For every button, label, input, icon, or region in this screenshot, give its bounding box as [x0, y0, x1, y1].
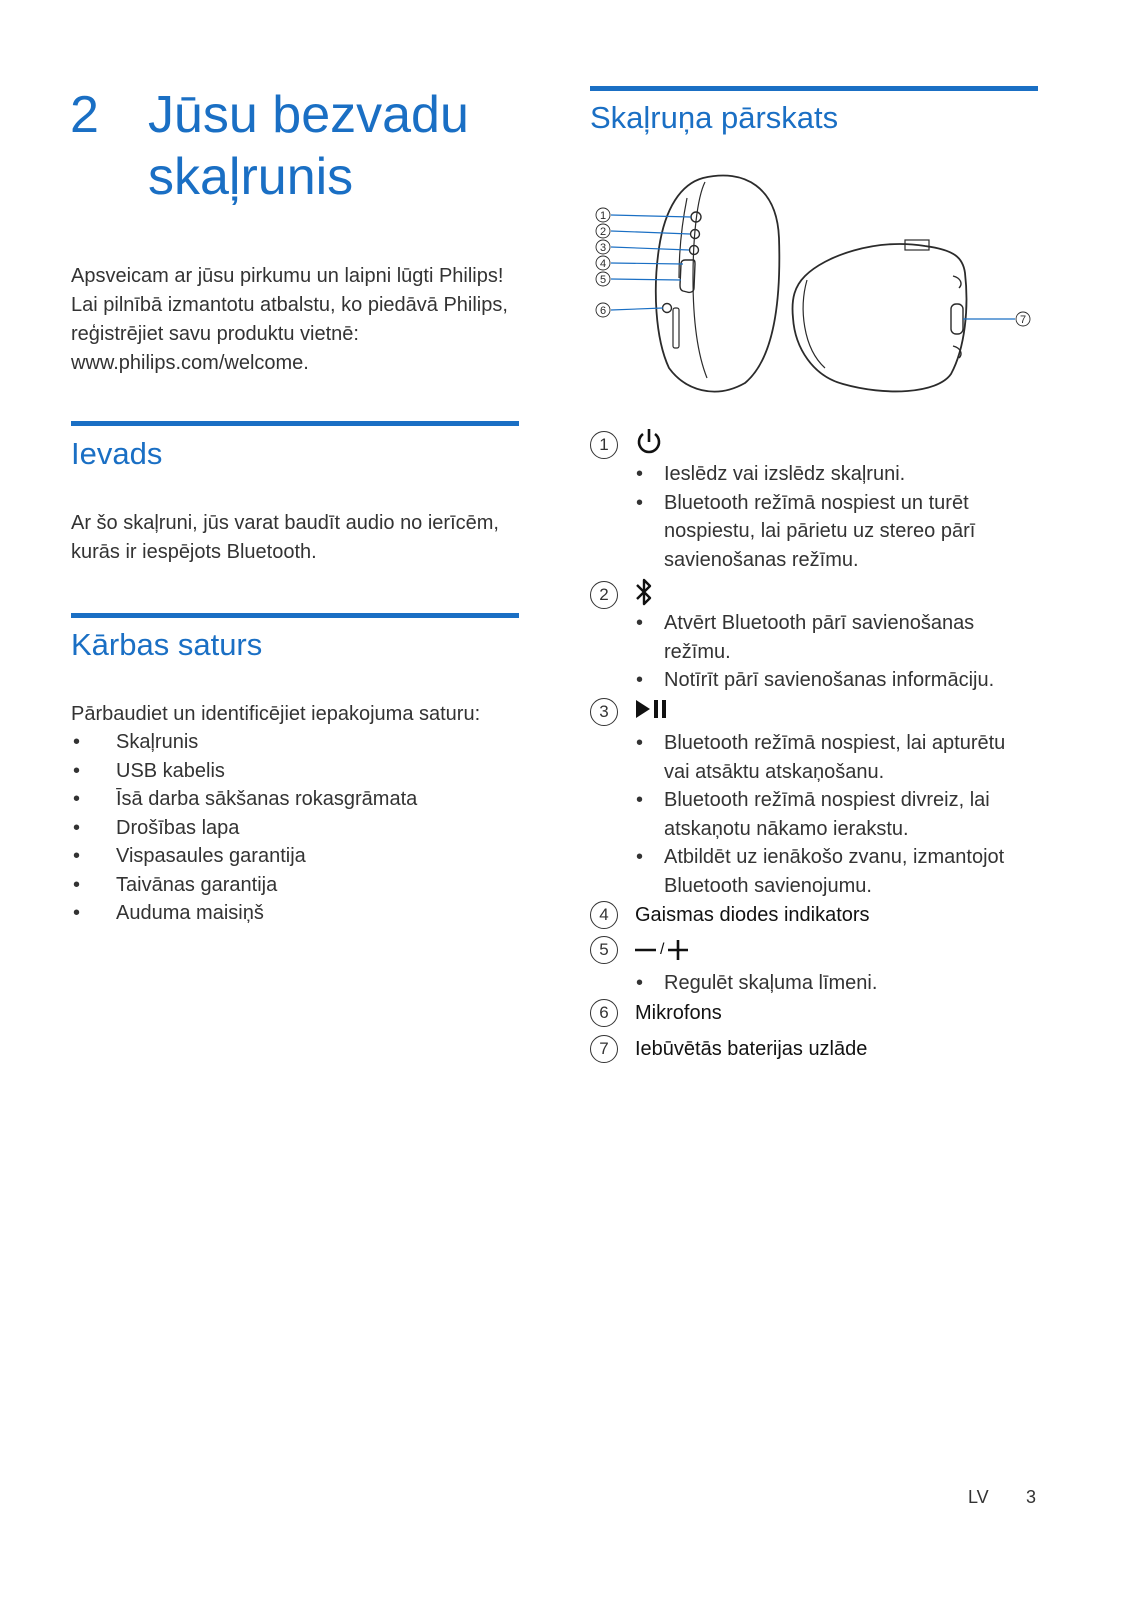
section-rule — [71, 421, 519, 426]
item-number: 3 — [590, 698, 618, 726]
chapter-number: 2 — [70, 86, 99, 144]
callout-label: 1 — [599, 210, 607, 222]
overview-item-1 — [590, 427, 664, 462]
speaker-illustration — [585, 168, 1045, 403]
contents-lead: Pārbaudiet un identificējiet iepakojuma saturu: — [71, 703, 481, 725]
callout-label: 2 — [599, 226, 607, 238]
minus-icon — [634, 938, 658, 962]
chapter-title — [148, 84, 548, 208]
section-rule — [71, 613, 519, 618]
list-item: • Atbildēt uz ienākošo zvanu, izmantojot Bluetooth savienojumu. — [636, 846, 1005, 897]
list-item: • Skaļrunis — [73, 731, 199, 753]
item-number: 6 — [590, 999, 618, 1027]
callout-label: 3 — [599, 242, 607, 254]
plus-icon — [666, 938, 690, 962]
overview-item-2 — [590, 577, 654, 612]
item-number: 1 — [590, 431, 618, 459]
section-heading-overview: Skaļruņa pārskats — [590, 100, 839, 135]
item-3-bullets — [636, 729, 1036, 900]
callout-label: 7 — [1019, 314, 1027, 326]
list-item: • Bluetooth režīmā nospiest, lai apturētu vai atsāktu atskaņošanu. — [636, 732, 1006, 783]
chapter-title-line1: Jūsu bezvadu — [148, 86, 469, 144]
callout-label: 5 — [599, 274, 607, 286]
item-label: Iebūvētās baterijas uzlāde — [635, 1037, 868, 1060]
contents-list — [71, 728, 531, 928]
section-heading-ievads: Ievads — [71, 436, 163, 471]
list-item: • USB kabelis — [73, 759, 225, 782]
item-number: 4 — [590, 901, 618, 929]
list-item: • Bluetooth režīmā nospiest divreiz, lai atskaņotu nākamo ierakstu. — [636, 789, 990, 840]
ievads-paragraph: Ar šo skaļruni, jūs varat baudīt audio no ierīcēm, kurās ir iespējots Bluetooth. — [71, 512, 499, 563]
item-number: 2 — [590, 581, 618, 609]
list-item: • Ieslēdz vai izslēdz skaļruni. — [636, 463, 906, 485]
list-item: • Taivānas garantija — [73, 873, 278, 896]
callout-label: 6 — [599, 305, 607, 317]
list-item: • Īsā darba sākšanas rokasgrāmata — [73, 788, 418, 810]
item-2-bullets — [636, 609, 1036, 695]
item-label: Gaismas diodes indikators — [635, 903, 870, 926]
item-number: 5 — [590, 936, 618, 964]
footer-language: LV — [968, 1487, 989, 1507]
item-5-bullets — [636, 969, 1036, 998]
page-number: 3 — [1026, 1487, 1037, 1507]
chapter-title-line2: skaļrunis — [148, 148, 354, 206]
overview-item-3 — [590, 697, 670, 726]
item-1-bullets — [636, 460, 1036, 574]
list-item: • Vispasaules garantija — [73, 845, 306, 867]
power-icon — [634, 427, 664, 462]
overview-item-7 — [590, 1035, 867, 1063]
intro-paragraph: Apsveicam ar jūsu pirkumu un laipni lūgti Philips! Lai pilnībā izmantotu atbalstu, ko piedāvā Philips, reģistrējiet savu produktu vietnē: www.philips.com/welcome. — [71, 265, 508, 374]
separator: / — [660, 941, 665, 958]
list-item: • Auduma maisiņš — [73, 902, 264, 924]
list-item: • Atvērt Bluetooth pārī savienošanas režīmu. — [636, 612, 975, 663]
item-number: 7 — [590, 1035, 618, 1063]
overview-item-6 — [590, 999, 722, 1027]
volume-minus-plus-icon — [634, 938, 690, 962]
callout-label: 4 — [599, 258, 607, 270]
list-item: • Bluetooth režīmā nospiest un turēt nospiestu, lai pārietu uz stereo pārī savienošanas režīmu. — [636, 491, 976, 571]
item-label: Mikrofons — [635, 1001, 722, 1024]
list-item: • Regulēt skaļuma līmeni. — [636, 972, 878, 994]
section-rule — [590, 86, 1038, 91]
overview-item-5 — [590, 936, 690, 964]
play-pause-icon — [634, 697, 670, 726]
list-item: • Drošības lapa — [73, 816, 240, 839]
overview-item-4 — [590, 901, 870, 929]
list-item: • Notīrīt pārī savienošanas informāciju. — [636, 669, 995, 691]
section-heading-contents: Kārbas saturs — [71, 627, 263, 662]
bluetooth-icon — [634, 577, 654, 612]
